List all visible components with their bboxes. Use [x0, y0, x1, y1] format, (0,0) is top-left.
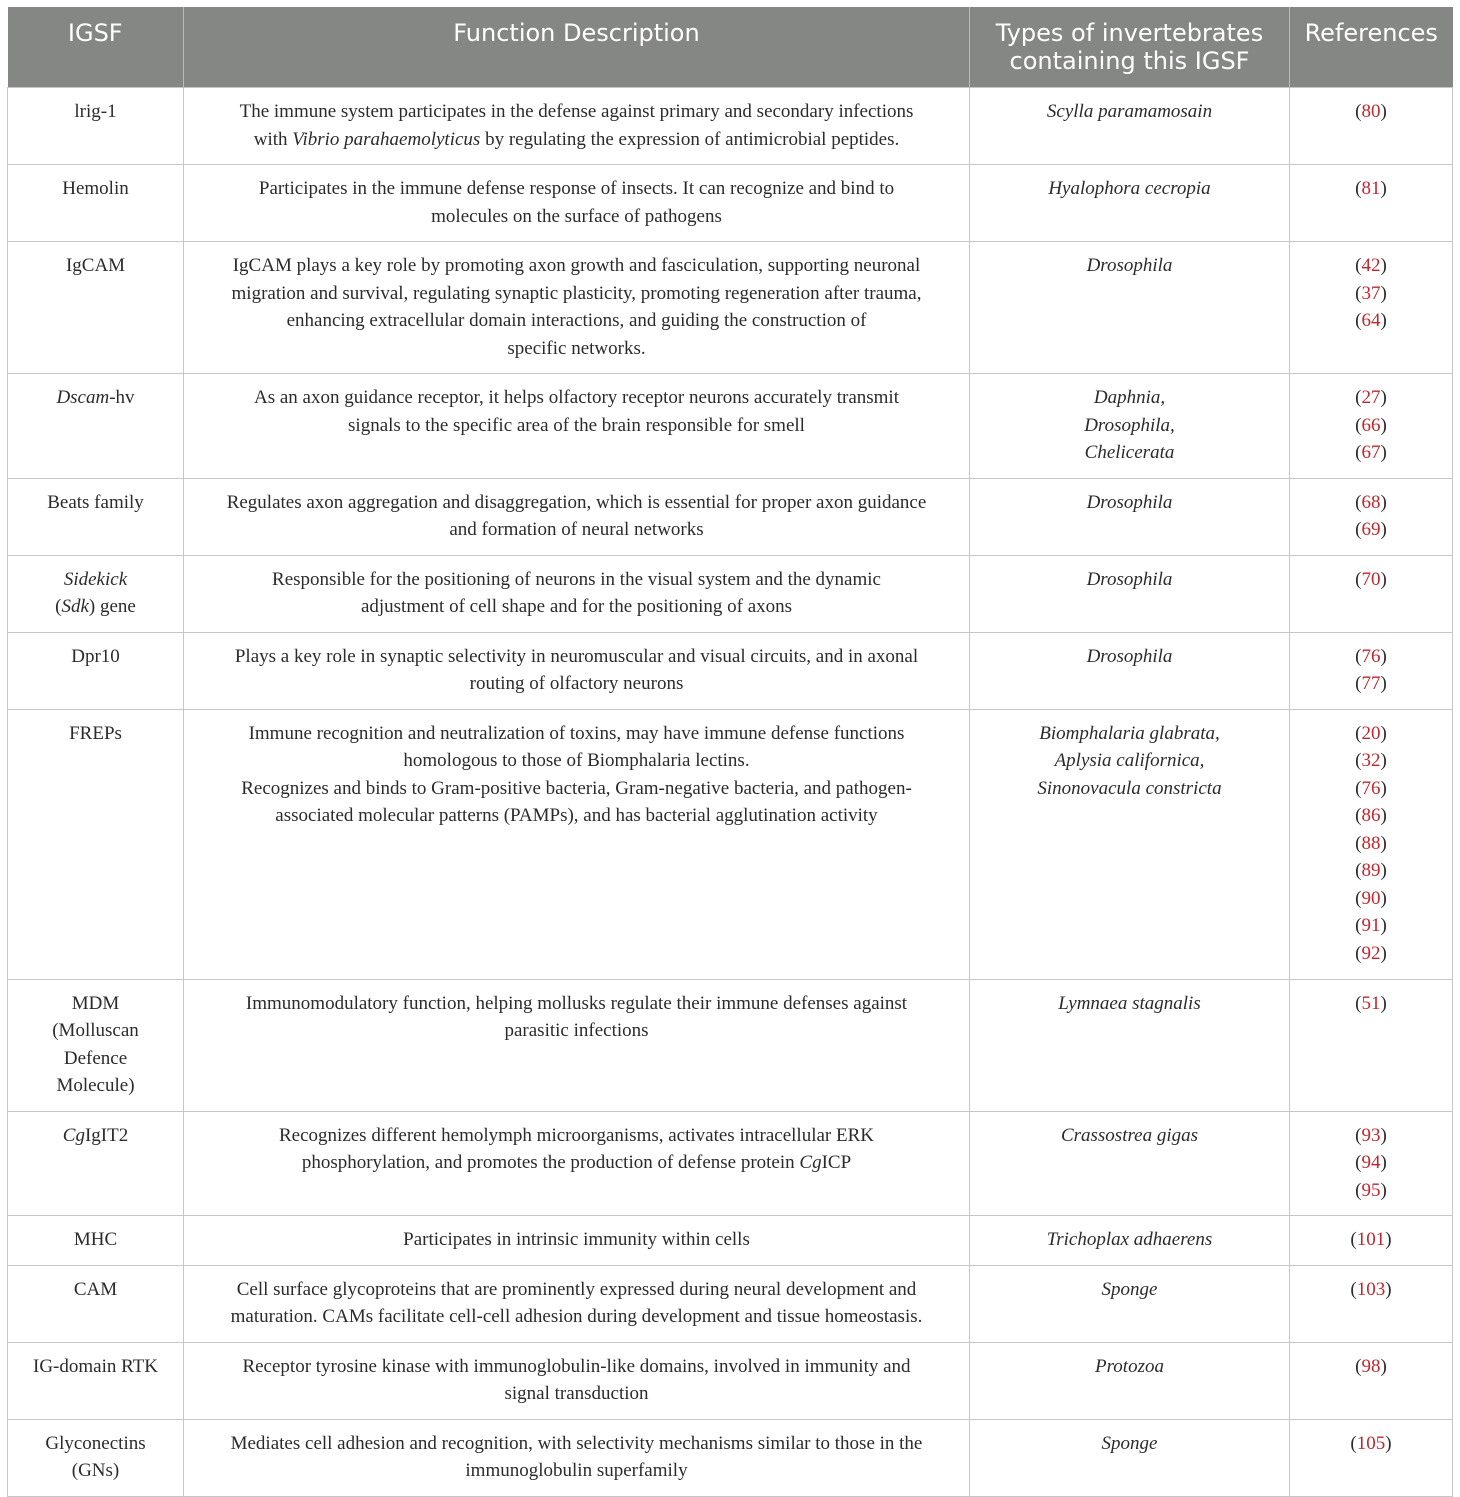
text-run: Mediates cell adhesion and recognition, with selectivity mechanisms similar to those in the	[230, 1432, 923, 1454]
text-run: molecules on the surface of pathogens	[431, 205, 722, 227]
species-name: Trichoplax adhaerens	[1046, 1229, 1213, 1250]
text-run: IgIT2	[84, 1124, 129, 1146]
reference-link[interactable]: 95	[1361, 1179, 1381, 1201]
reference-citation[interactable]: (66)	[1355, 414, 1387, 436]
references-cell	[1290, 242, 1453, 374]
table-row	[8, 1419, 1453, 1496]
table-header-row	[8, 7, 1453, 88]
reference-link[interactable]: 69	[1361, 519, 1381, 540]
text-run: Defence	[63, 1047, 128, 1069]
description-line	[196, 990, 957, 1018]
species-name: Hyalophora cecropia	[1048, 178, 1211, 199]
table-row	[8, 1342, 1453, 1419]
text-run: -hv	[109, 387, 135, 408]
text-run: Cell surface glycoproteins that are prominently expressed during neural development and	[236, 1278, 917, 1300]
reference-link[interactable]: 88	[1361, 832, 1381, 854]
text-run: CAM	[73, 1278, 118, 1300]
text-run: maturation. CAMs facilitate cell-cell adhesion during development and tissue homeostasis.	[230, 1306, 923, 1327]
igsf-name-cell	[8, 709, 184, 979]
description-line	[196, 280, 957, 308]
description-line	[196, 670, 957, 698]
reference-link[interactable]: 64	[1361, 310, 1381, 331]
igsf-name-line	[20, 990, 171, 1018]
igsf-name-line	[20, 175, 171, 203]
reference-citation[interactable]: (81)	[1355, 178, 1387, 199]
table-row	[8, 632, 1453, 709]
reference-citation[interactable]: (90)	[1355, 887, 1387, 909]
igsf-name-line	[20, 384, 171, 412]
igsf-name-line	[20, 1045, 171, 1073]
igsf-name-cell	[8, 478, 184, 555]
igsf-name-cell	[8, 979, 184, 1111]
description-line	[196, 747, 957, 775]
igsf-name-line	[20, 1017, 171, 1045]
igsf-name-line	[20, 1430, 171, 1458]
igsf-name-line	[20, 1353, 171, 1381]
invertebrate-types-cell	[970, 555, 1290, 632]
text-run: Glyconectins	[45, 1432, 146, 1454]
description-line	[196, 1122, 957, 1150]
references-cell	[1290, 1111, 1453, 1216]
text-run: Immunomodulatory function, helping mollusks regulate their immune defenses against	[245, 992, 908, 1014]
reference-citation[interactable]: (88)	[1355, 832, 1387, 854]
description-line	[196, 489, 957, 517]
igsf-name-cell	[8, 88, 184, 165]
function-description-cell	[184, 165, 970, 242]
species-name: Drosophila	[1086, 491, 1173, 513]
description-line	[196, 1430, 957, 1458]
reference-citation[interactable]: (32)	[1355, 750, 1387, 771]
references-cell	[1290, 979, 1453, 1111]
text-run: with	[253, 128, 293, 150]
invertebrate-types-cell	[970, 165, 1290, 242]
description-line	[196, 566, 957, 594]
description-line	[196, 593, 957, 621]
text-run: associated molecular patterns (PAMPs), and has bacterial agglutination activity	[275, 805, 878, 826]
text-run: Participates in the immune defense response of insects. It can recognize and bind to	[258, 178, 895, 199]
text-run: signal transduction	[504, 1383, 649, 1404]
igsf-name-line	[20, 720, 171, 748]
reference-link[interactable]: 80	[1361, 101, 1381, 122]
text-run: and formation of neural networks	[449, 519, 704, 540]
table-row	[8, 1111, 1453, 1216]
reference-citation[interactable]: (51)	[1355, 992, 1387, 1014]
igsf-name-line	[20, 643, 171, 671]
reference-link[interactable]: 66	[1361, 414, 1381, 436]
reference-citation[interactable]: (76)	[1355, 645, 1387, 667]
description-line	[196, 126, 957, 154]
references-cell	[1290, 632, 1453, 709]
invertebrate-types-cell	[970, 374, 1290, 479]
description-line	[196, 1303, 957, 1331]
text-run: Molecule)	[56, 1075, 135, 1096]
invertebrate-types-cell	[970, 1419, 1290, 1496]
reference-citation[interactable]: (98)	[1355, 1355, 1387, 1377]
reference-citation[interactable]: (27)	[1355, 387, 1387, 408]
table-row	[8, 1265, 1453, 1342]
reference-link[interactable]: 93	[1361, 1124, 1381, 1146]
igsf-name-cell	[8, 632, 184, 709]
reference-link[interactable]: 105	[1356, 1432, 1386, 1454]
text-run: Hemolin	[62, 178, 129, 199]
species-name: Protozoa	[1095, 1355, 1164, 1377]
reference-citation[interactable]: (64)	[1355, 310, 1387, 331]
table-row	[8, 165, 1453, 242]
function-description-cell	[184, 1216, 970, 1266]
reference-link[interactable]: 101	[1356, 1229, 1386, 1250]
description-line	[196, 1353, 957, 1381]
function-description-cell	[184, 242, 970, 374]
text-run: Sidekick	[63, 568, 128, 590]
reference-link[interactable]: 51	[1361, 992, 1381, 1014]
function-description-cell	[184, 555, 970, 632]
references-cell	[1290, 88, 1453, 165]
text-run: ICP	[821, 1152, 852, 1173]
function-description-cell	[184, 374, 970, 479]
reference-citation[interactable]: (42)	[1355, 255, 1387, 276]
reference-link[interactable]: 94	[1361, 1152, 1381, 1173]
reference-citation[interactable]: (92)	[1355, 942, 1387, 964]
description-line	[196, 643, 957, 671]
reference-link[interactable]: 76	[1361, 645, 1381, 667]
reference-citation[interactable]: (20)	[1355, 722, 1387, 744]
reference-citation[interactable]: (86)	[1355, 805, 1387, 826]
text-run: by regulating the expression of antimicrobial peptides.	[480, 128, 900, 150]
igsf-name-line	[20, 489, 171, 517]
references-cell	[1290, 1342, 1453, 1419]
description-line	[196, 252, 957, 280]
text-run: routing of olfactory neurons	[469, 673, 684, 694]
text-run: ) gene	[88, 596, 136, 617]
description-line	[196, 720, 957, 748]
text-run: Dscam	[56, 387, 110, 408]
reference-link[interactable]: 89	[1361, 860, 1381, 881]
description-line	[196, 802, 957, 830]
species-name: Drosophila	[1086, 568, 1173, 590]
function-description-cell	[184, 1342, 970, 1419]
species-name: Lymnaea stagnalis	[1058, 992, 1201, 1014]
reference-link[interactable]: 68	[1361, 491, 1381, 513]
description-line	[196, 775, 957, 803]
text-run: FREPs	[69, 722, 122, 744]
invertebrate-types-cell	[970, 709, 1290, 979]
reference-citation[interactable]: (91)	[1355, 915, 1387, 936]
function-description-cell	[184, 88, 970, 165]
text-run: Regulates axon aggregation and disaggregation, which is essential for proper axon guidance	[226, 491, 927, 513]
description-line	[196, 384, 957, 412]
text-run: lrig-1	[74, 101, 117, 122]
reference-citation[interactable]: (80)	[1355, 101, 1387, 122]
table-row	[8, 88, 1453, 165]
description-line	[196, 335, 957, 363]
reference-citation[interactable]: (94)	[1355, 1152, 1387, 1173]
text-run: IgCAM	[65, 255, 126, 276]
text-run: IgCAM plays a key role by promoting axon growth and fasciculation, supporting neuronal	[232, 255, 921, 276]
reference-link[interactable]: 103	[1356, 1278, 1386, 1300]
function-description-cell	[184, 478, 970, 555]
igsf-table	[7, 7, 1453, 1497]
description-line	[196, 412, 957, 440]
function-description-cell	[184, 979, 970, 1111]
reference-link[interactable]: 70	[1361, 568, 1381, 590]
text-run: Beats family	[47, 491, 144, 513]
description-line	[196, 307, 957, 335]
reference-link[interactable]: 77	[1361, 673, 1381, 694]
reference-link[interactable]: 20	[1361, 722, 1381, 744]
text-run: immunoglobulin superfamily	[465, 1460, 688, 1481]
reference-citation[interactable]: (76)	[1355, 777, 1387, 799]
text-run: homologous to those of Biomphalaria lectins.	[403, 750, 750, 771]
description-line	[196, 1226, 957, 1254]
references-cell	[1290, 1216, 1453, 1266]
description-line	[196, 203, 957, 231]
reference-link[interactable]: 92	[1361, 942, 1381, 964]
description-line	[196, 1380, 957, 1408]
table-body	[8, 88, 1453, 1497]
reference-citation[interactable]: (89)	[1355, 860, 1387, 881]
species-name: Drosophila	[1086, 645, 1173, 667]
references-cell	[1290, 555, 1453, 632]
function-description-cell	[184, 1265, 970, 1342]
reference-link[interactable]: 98	[1361, 1355, 1381, 1377]
references-cell	[1290, 1265, 1453, 1342]
table-row	[8, 1216, 1453, 1266]
references-cell	[1290, 165, 1453, 242]
text-run: Participates in intrinsic immunity within cells	[403, 1229, 750, 1250]
igsf-name-cell	[8, 165, 184, 242]
text-run: Recognizes different hemolymph microorganisms, activates intracellular ERK	[279, 1124, 874, 1146]
igsf-name-line	[20, 1122, 171, 1150]
igsf-name-line	[20, 1457, 171, 1485]
text-run: Recognizes and binds to Gram-positive bacteria, Gram-negative bacteria, and pathogen-	[241, 777, 912, 799]
text-run: Vibrio parahaemolyticus	[292, 128, 481, 150]
reference-citation[interactable]: (37)	[1355, 282, 1387, 304]
reference-citation[interactable]: (95)	[1355, 1179, 1387, 1201]
species-name: Aplysia californica,	[1054, 750, 1205, 771]
igsf-name-line	[20, 1072, 171, 1100]
text-run: enhancing extracellular domain interactions, and guiding the construction of	[286, 310, 867, 331]
igsf-name-cell	[8, 1342, 184, 1419]
reference-link[interactable]: 42	[1361, 255, 1381, 276]
species-name: Daphnia,	[1093, 387, 1166, 408]
invertebrate-types-cell	[970, 1111, 1290, 1216]
table-row	[8, 374, 1453, 479]
text-run: As an axon guidance receptor, it helps olfactory receptor neurons accurately transmit	[254, 387, 899, 408]
reference-citation[interactable]: (101)	[1350, 1229, 1392, 1250]
text-run: (	[55, 596, 62, 617]
text-run: adjustment of cell shape and for the positioning of axons	[360, 596, 793, 617]
text-run: (Molluscan	[52, 1020, 139, 1041]
references-cell	[1290, 1419, 1453, 1496]
igsf-table-container	[7, 7, 1452, 1497]
reference-citation[interactable]: (93)	[1355, 1124, 1387, 1146]
header-igsf: IGSF	[8, 7, 184, 88]
igsf-name-line	[20, 98, 171, 126]
reference-link[interactable]: 76	[1361, 777, 1381, 799]
igsf-name-cell	[8, 555, 184, 632]
text-run: Plays a key role in synaptic selectivity in neuromuscular and visual circuits, and in axonal	[234, 645, 919, 667]
text-run: Receptor tyrosine kinase with immunoglobulin-like domains, involved in immunity and	[242, 1355, 911, 1377]
igsf-name-cell	[8, 374, 184, 479]
igsf-name-cell	[8, 1111, 184, 1216]
description-line	[196, 1276, 957, 1304]
description-line	[196, 516, 957, 544]
invertebrate-types-cell	[970, 1342, 1290, 1419]
text-run: Cg	[62, 1124, 85, 1146]
species-name: Sinonovacula constricta	[1037, 777, 1222, 799]
invertebrate-types-cell	[970, 88, 1290, 165]
header-invertebrate-types: Types of invertebrates containing this IGSF	[970, 7, 1290, 88]
function-description-cell	[184, 1419, 970, 1496]
text-run: Cg	[799, 1152, 822, 1173]
table-row	[8, 242, 1453, 374]
text-run: Sdk	[61, 596, 89, 617]
text-run: specific networks.	[507, 337, 646, 359]
reference-link[interactable]: 81	[1361, 178, 1381, 199]
igsf-name-line	[20, 1276, 171, 1304]
reference-citation[interactable]: (77)	[1355, 673, 1387, 694]
invertebrate-types-cell	[970, 632, 1290, 709]
species-name: Sponge	[1101, 1432, 1158, 1454]
reference-citation[interactable]: (68)	[1355, 491, 1387, 513]
reference-link[interactable]: 67	[1361, 442, 1381, 463]
text-run: signals to the specific area of the brain responsible for smell	[348, 414, 805, 436]
reference-citation[interactable]: (69)	[1355, 519, 1387, 540]
invertebrate-types-cell	[970, 1265, 1290, 1342]
species-name: Sponge	[1101, 1278, 1158, 1300]
species-name: Chelicerata	[1084, 442, 1175, 463]
reference-citation[interactable]: (67)	[1355, 442, 1387, 463]
igsf-name-cell	[8, 1216, 184, 1266]
igsf-name-cell	[8, 242, 184, 374]
text-run: MHC	[73, 1229, 118, 1250]
text-run: IG-domain RTK	[33, 1355, 158, 1377]
references-cell	[1290, 374, 1453, 479]
text-run: Responsible for the positioning of neurons in the visual system and the dynamic	[272, 568, 881, 590]
reference-link[interactable]: 27	[1361, 387, 1381, 408]
invertebrate-types-cell	[970, 1216, 1290, 1266]
text-run: Dpr10	[71, 645, 120, 667]
species-name: Drosophila	[1086, 255, 1173, 276]
igsf-name-line	[20, 1226, 171, 1254]
text-run: Immune recognition and neutralization of toxins, may have immune defense functions	[248, 722, 905, 744]
species-name: Biomphalaria glabrata,	[1039, 722, 1220, 744]
table-row	[8, 979, 1453, 1111]
reference-citation[interactable]: (105)	[1350, 1432, 1392, 1454]
reference-citation[interactable]: (70)	[1355, 568, 1387, 590]
table-row	[8, 555, 1453, 632]
function-description-cell	[184, 1111, 970, 1216]
species-name: Scylla paramamosain	[1046, 101, 1213, 122]
references-cell	[1290, 709, 1453, 979]
function-description-cell	[184, 632, 970, 709]
reference-link[interactable]: 32	[1361, 750, 1381, 771]
text-run: parasitic infections	[504, 1020, 649, 1041]
description-line	[196, 1457, 957, 1485]
igsf-name-line	[20, 593, 171, 621]
reference-citation[interactable]: (103)	[1350, 1278, 1392, 1300]
description-line	[196, 1149, 957, 1177]
reference-link[interactable]: 86	[1361, 805, 1381, 826]
table-row	[8, 709, 1453, 979]
description-line	[196, 175, 957, 203]
text-run: The immune system participates in the defense against primary and secondary infections	[239, 101, 914, 122]
text-run: (GNs)	[71, 1460, 120, 1481]
text-run: phosphorylation, and promotes the production of defense protein	[301, 1152, 800, 1173]
igsf-name-line	[20, 566, 171, 594]
igsf-name-line	[20, 252, 171, 280]
species-name: Drosophila,	[1084, 414, 1175, 436]
reference-link[interactable]: 37	[1361, 282, 1381, 304]
species-name: Crassostrea gigas	[1060, 1124, 1199, 1146]
text-run: migration and survival, regulating synaptic plasticity, promoting regeneration after trauma,	[231, 282, 922, 304]
igsf-name-cell	[8, 1419, 184, 1496]
description-line	[196, 1017, 957, 1045]
igsf-name-cell	[8, 1265, 184, 1342]
header-references: References	[1290, 7, 1453, 88]
invertebrate-types-cell	[970, 478, 1290, 555]
header-function-description: Function Description	[184, 7, 970, 88]
reference-link[interactable]: 90	[1361, 887, 1381, 909]
text-run: MDM	[71, 992, 120, 1014]
references-cell	[1290, 478, 1453, 555]
description-line	[196, 98, 957, 126]
function-description-cell	[184, 709, 970, 979]
table-row	[8, 478, 1453, 555]
reference-link[interactable]: 91	[1361, 915, 1381, 936]
invertebrate-types-cell	[970, 242, 1290, 374]
invertebrate-types-cell	[970, 979, 1290, 1111]
